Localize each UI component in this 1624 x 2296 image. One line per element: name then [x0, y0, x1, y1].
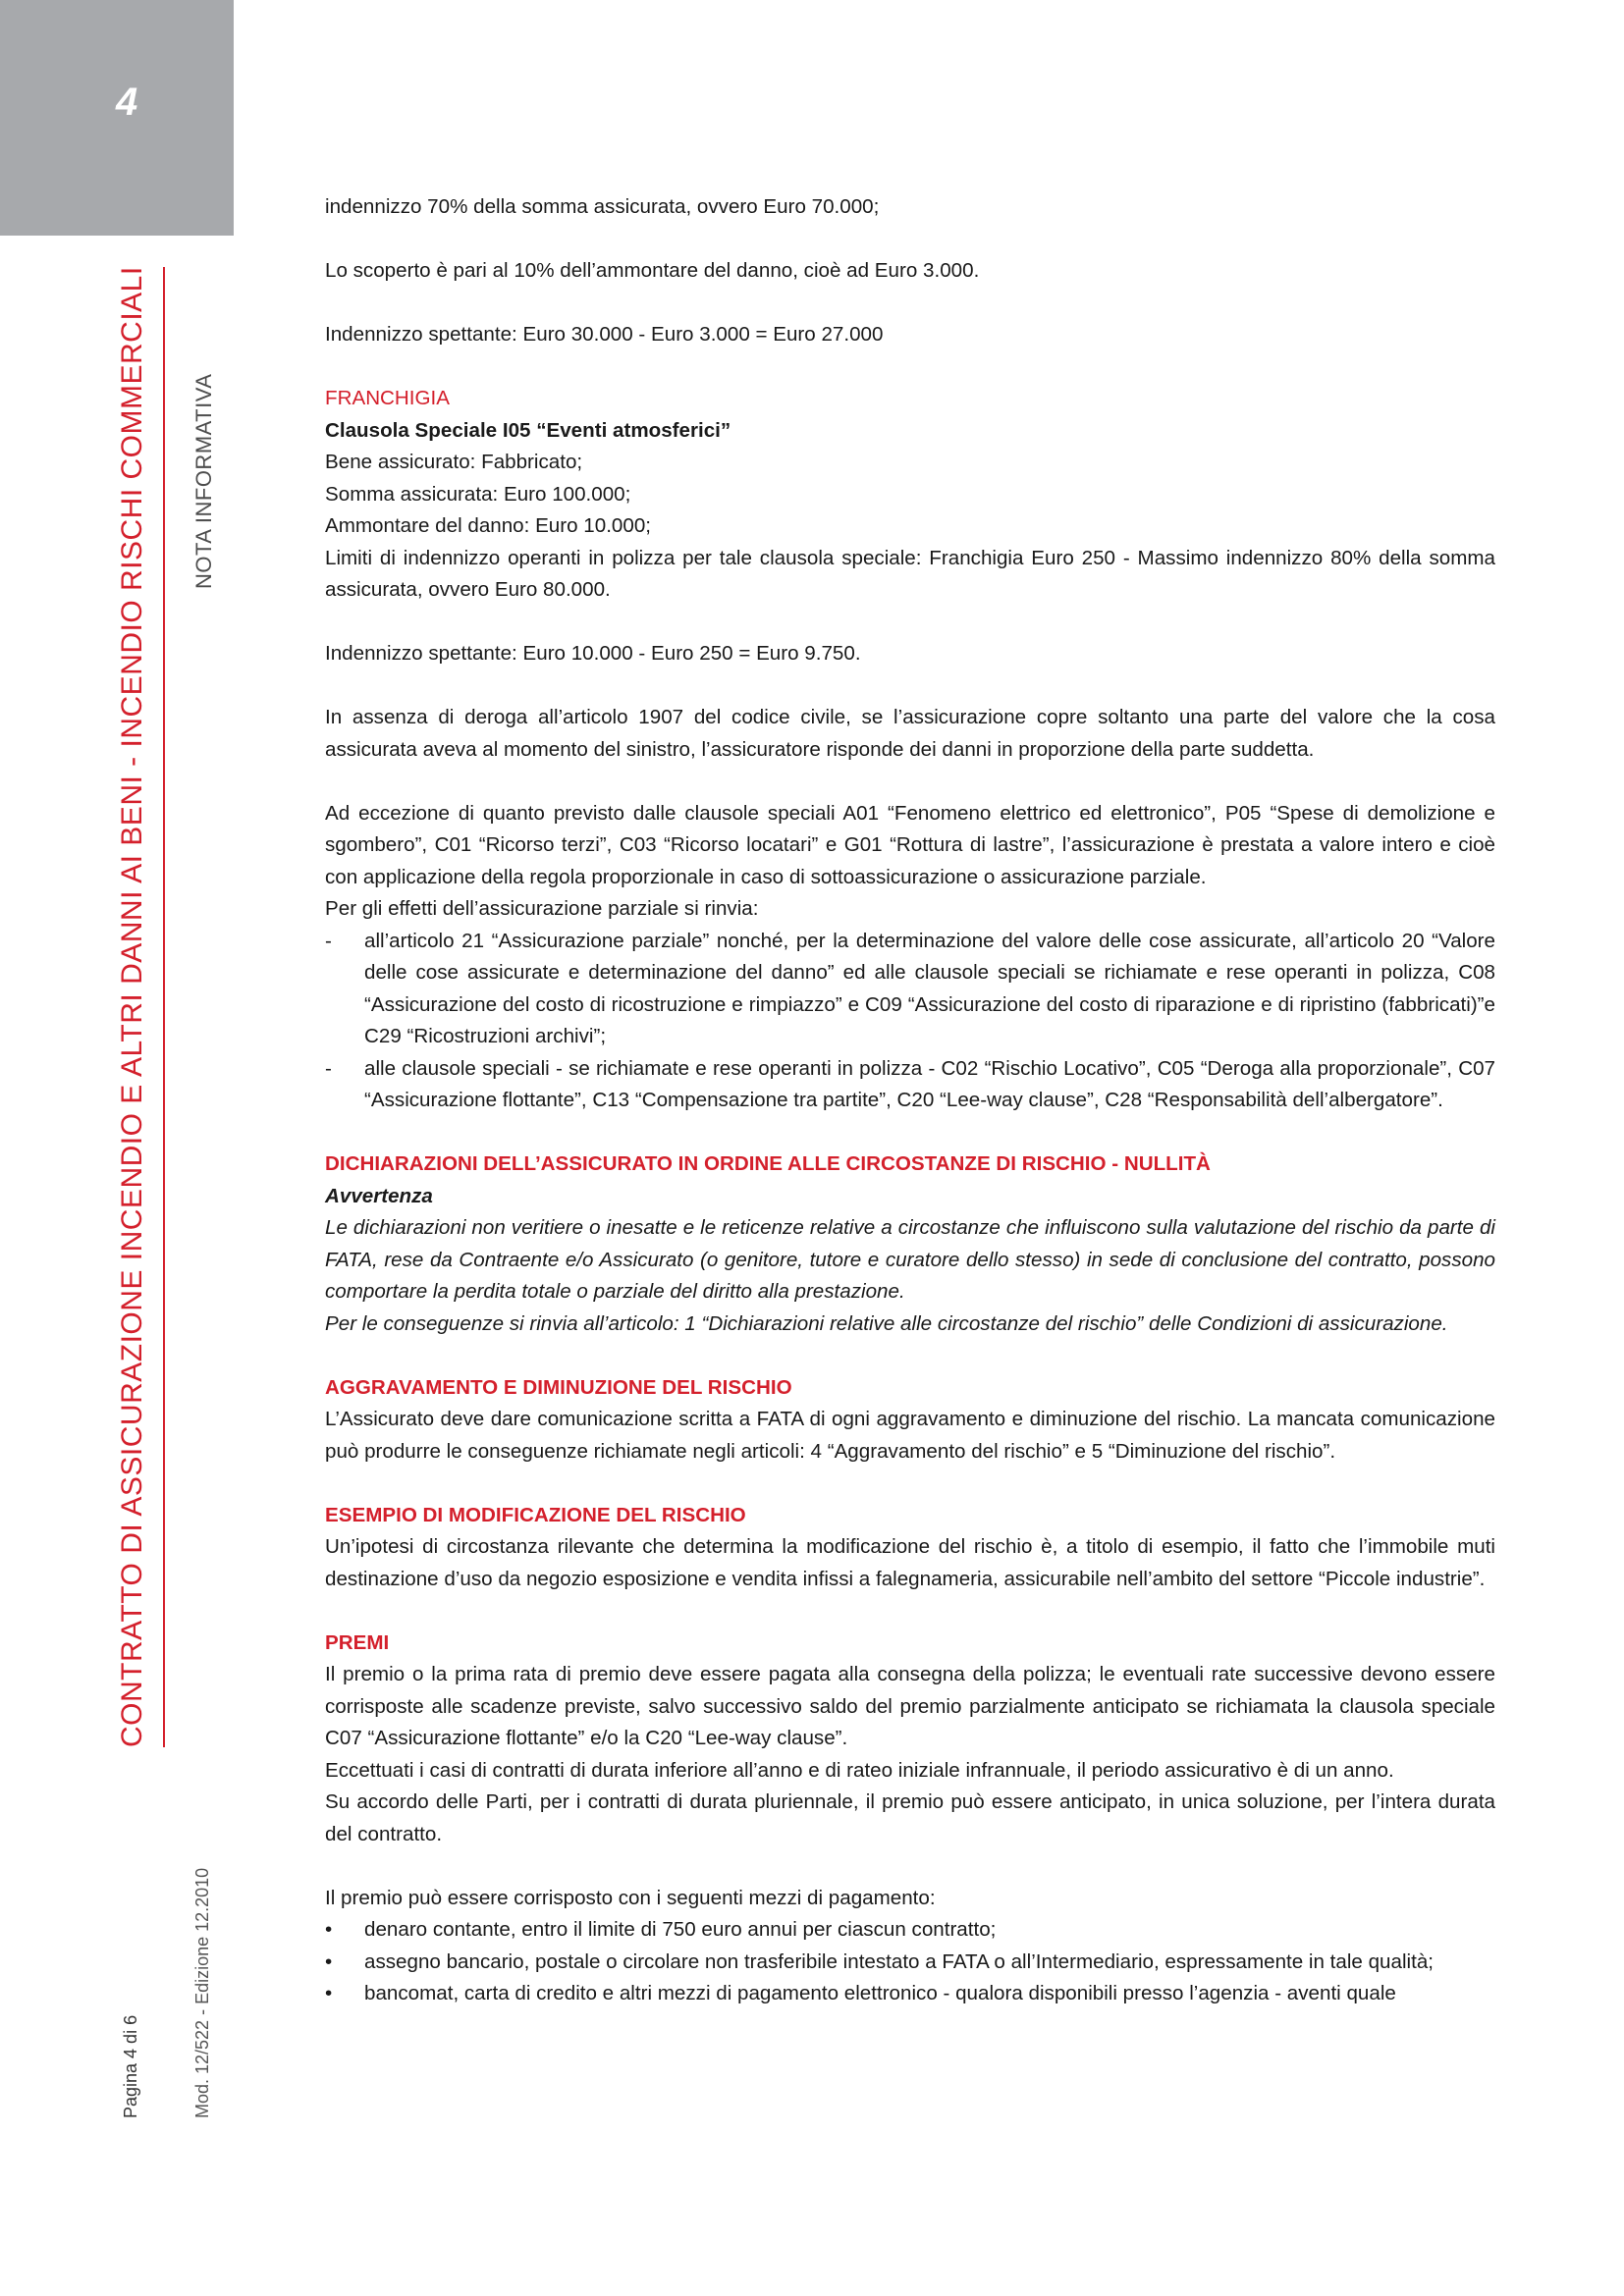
bullet-marker: • — [325, 1982, 333, 2004]
list-item-text: alle clausole speciali - se richiamate e rese operanti in polizza - C02 “Rischio Locativo”, C05 “Deroga alla proporzionale”, C07 “Assicurazione flottante”, C13 “Compensazione tra partite”, C20 “Lee-way clause”, C28 “Responsabilità dell’albergatore”. — [364, 1056, 1495, 1111]
model-edition: Mod. 12/522 - Edizione 12.2010 — [192, 1867, 212, 2118]
section-heading-franchigia: FRANCHIGIA — [325, 387, 451, 409]
dash-marker: - — [325, 1056, 332, 1080]
section-heading-premi: PREMI — [325, 1630, 390, 1654]
sidebar-divider — [163, 267, 165, 1747]
paragraph: Su accordo delle Parti, per i contratti di durata pluriennale, il premio può essere anticipato, in unica soluzione, per l’intera durata del contratto. — [325, 1790, 1495, 1845]
bullet-marker: • — [325, 1949, 333, 1973]
example-line: Limiti di indennizzo operanti in polizza per tale clausola speciale: Franchigia Euro 250 - Massimo indennizzo 80% della somma assicurata, ovvero Euro 80.000. — [325, 546, 1495, 601]
paragraph: Indennizzo spettante: Euro 10.000 - Euro 250 = Euro 9.750. — [325, 642, 861, 665]
list-item-text: bancomat, carta di credito e altri mezzi di pagamento elettronico - qualora disponibili presso l’agenzia - aventi quale — [364, 1982, 1396, 2004]
section-heading-esempio: ESEMPIO DI MODIFICAZIONE DEL RISCHIO — [325, 1503, 746, 1526]
dash-marker: - — [325, 929, 332, 952]
list-item-text: assegno bancario, postale o circolare non trasferibile intestato a FATA o all’Intermediario, espressamente in tale qualità; — [364, 1949, 1435, 1973]
paragraph: In assenza di deroga all’articolo 1907 del codice civile, se l’assicurazione copre soltanto una parte del valore che la cosa assicurata aveva al momento del sinistro, l’assicuratore risponde dei danni in proporzione della parte suddetta. — [325, 706, 1495, 761]
page-number-box — [0, 0, 234, 236]
paragraph: Il premio può essere corrisposto con i seguenti mezzi di pagamento: — [325, 1886, 936, 1909]
reference-list — [325, 926, 1495, 1117]
section-label: NOTA INFORMATIVA — [191, 373, 216, 589]
paragraph: Il premio o la prima rata di premio deve essere pagata alla consegna della polizza; le eventuali rate successive devono essere corrisposte alle scadenze previste, salvo successivo saldo del premio parzialmente anticipato se richiamata la clausola speciale C07 “Assicurazione flottante” e/o la C20 “Lee-way clause”. — [325, 1663, 1495, 1749]
list-item — [325, 1053, 1495, 1117]
list-item — [325, 1947, 1495, 1979]
subheading-avvertenza: Avvertenza — [325, 1184, 433, 1207]
list-item — [325, 1914, 1495, 1947]
document-title: CONTRATTO DI ASSICURAZIONE INCENDIO E ALTRI DANNI AI BENI - INCENDIO RISCHI COMMERCIALI — [116, 266, 148, 1747]
paragraph: Ad eccezione di quanto previsto dalle clausole speciali A01 “Fenomeno elettrico ed elettronico”, P05 “Spese di demolizione e sgombero”, C01 “Ricorso terzi”, C03 “Ricorso locatari” e G01 “Rottura di lastre”, l’assicurazione è prestata a valore intero e cioè con applicazione della regola proporzionale in caso di sottoassicurazione o assicurazione parziale. — [325, 801, 1495, 888]
list-item — [325, 1978, 1495, 2010]
paragraph: Indennizzo spettante: Euro 30.000 - Euro 3.000 = Euro 27.000 — [325, 323, 884, 346]
paragraph: Le dichiarazioni non veritiere o inesatte e le reticenze relative a circostanze che influiscono sulla valutazione del rischio da parte di FATA, rese da Contraente e/o Assicurato (o genitore, tutore e curatore dello stesso) in sede di conclusione del contratto, possono comportare la perdita totale o parziale del diritto alla prestazione. — [325, 1216, 1495, 1303]
section-heading-dichiarazioni: DICHIARAZIONI DELL’ASSICURATO IN ORDINE ALLE CIRCOSTANZE DI RISCHIO - NULLITÀ — [325, 1152, 1211, 1175]
paragraph: Eccettuati i casi di contratti di durata inferiore all’anno e di rateo iniziale infrannuale, il periodo assicurativo è di un anno. — [325, 1758, 1394, 1782]
paragraph: Per le conseguenze si rinvia all’articolo: 1 “Dichiarazioni relative alle circostanze del rischio” delle Condizioni di assicurazione. — [325, 1311, 1448, 1335]
example-line: Ammontare del danno: Euro 10.000; — [325, 514, 652, 537]
paragraph: Un’ipotesi di circostanza rilevante che determina la modificazione del rischio è, a titolo di esempio, il fatto che l’immobile muti destinazione d’uso da negozio esposizione e vendita infissi a falegnameria, assicurabile nell’ambito del settore “Piccole industrie”. — [325, 1535, 1495, 1590]
list-item — [325, 926, 1495, 1053]
bullet-marker: • — [325, 1918, 333, 1941]
page-number: 4 — [116, 80, 138, 124]
list-item-text: denaro contante, entro il limite di 750 euro annui per ciascun contratto; — [364, 1918, 997, 1941]
example-line: Somma assicurata: Euro 100.000; — [325, 482, 631, 506]
clause-title: Clausola Speciale I05 “Eventi atmosferici” — [325, 418, 731, 442]
paragraph: L’Assicurato deve dare comunicazione scritta a FATA di ogni aggravamento e diminuzione del rischio. La mancata comunicazione può produrre le conseguenze richiamate negli articoli: 4 “Aggravamento del rischio” e 5 “Diminuzione del rischio”. — [325, 1408, 1495, 1463]
paragraph: Per gli effetti dell’assicurazione parziale si rinvia: — [325, 897, 759, 920]
paragraph: Lo scoperto è pari al 10% dell’ammontare del danno, cioè ad Euro 3.000. — [325, 259, 980, 282]
page-of: Pagina 4 di 6 — [121, 2014, 140, 2118]
paragraph: indennizzo 70% della somma assicurata, ovvero Euro 70.000; — [325, 195, 880, 218]
section-heading-aggravamento: AGGRAVAMENTO E DIMINUZIONE DEL RISCHIO — [325, 1375, 792, 1399]
payment-methods-list — [325, 1914, 1495, 2010]
list-item-text: all’articolo 21 “Assicurazione parziale” nonché, per la determinazione del valore delle cose assicurate, all’articolo 20 “Valore delle cose assicurate e determinazione del danno” ed alle clausole speciali se richiamate e rese operanti in polizza, C08 “Assicurazione del costo di ricostruzione e rimpiazzo” e C09 “Assicurazione del costo di riparazione e di ripristino (fabbricati)”e C29 “Ricostruzioni archivi”; — [364, 929, 1495, 1047]
document-body — [325, 191, 1495, 2010]
example-line: Bene assicurato: Fabbricato; — [325, 451, 583, 473]
